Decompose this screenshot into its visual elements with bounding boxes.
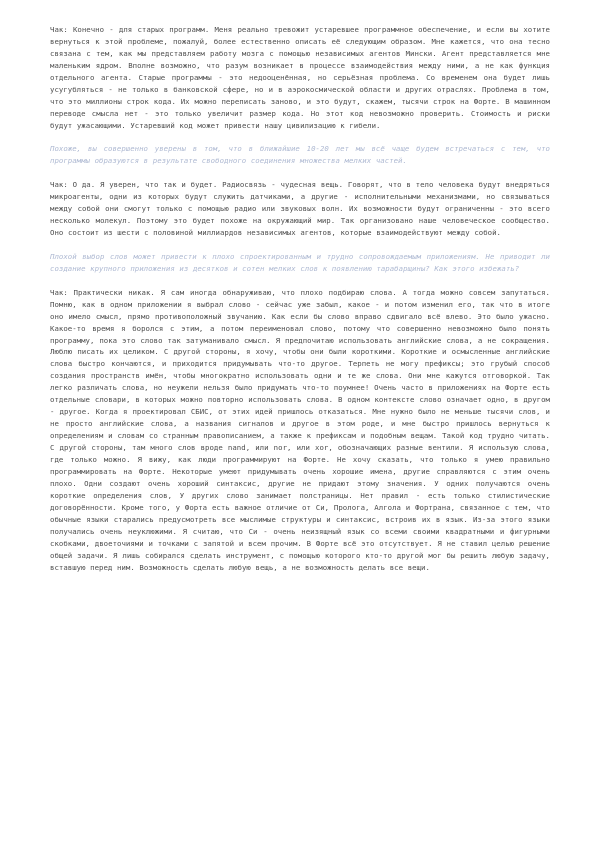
paragraph-answer-1: Чак: Конечно - для старых программ. Меня реально тревожит устаревшее программное обеспечение, и если вы хотите вернуться к этой проблеме, пожалуй, более естественно описать её следующим образом. Мне кажется, что она тесно связана с тем, как мы представляем работу мозга с помощью независимых агентов Мински. Агент представляется мне маленьким ядром. Вполне возможно, что разум возникает в процессе взаимодействия между ними, а не как функция отдельного агента. Старые программы - это недооценённая, но серьёзная проблема. Со временем она будет лишь усугубляться - не только в банковской сфере, но и в аэрокосмической области и других отраслях. Проблема в том, что это миллионы строк кода. Их можно переписать заново, и это будут, скажем, тысячи строк на Форте. В машинном переводе смысла нет - это только увеличит размер кода. Но этот код невозможно проверить. Стоимость и риски будут ужасающими. Устаревший код может привести нашу цивилизацию к гибели.	[50, 25, 550, 130]
paragraph-answer-2: Чак: О да. Я уверен, что так и будет. Радиосвязь - чудесная вещь. Говорят, что в тело человека будут внедряться микроагенты, одни из которых будут служить датчиками, а другие - исполнительными механизмами, но связываться между собой они смогут только с помощью радио или звуковых волн. Их возможности будут ограниченны - это всего несколько молекул. Поэтому это будет похоже на окружающий мир. Так организовано наше человеческое сообщество. Оно состоит из шести с половиной миллиардов независимых агентов, которые взаимодействуют между собой.	[50, 180, 550, 238]
paragraph-question-1: Похоже, вы совершенно уверены в том, что в ближайшие 10-20 лет мы всё чаще будем встречаться с тем, что программы образуются в результате свободного соединения множества мелких частей.	[50, 144, 550, 166]
paragraph-answer-3: Чак: Практически никак. Я сам иногда обнаруживаю, что плохо подбираю слова. А тогда можно совсем запутаться. Помню, как в одном приложении я выбрал слово - сейчас уже забыл, какое - и потом изменил его, так что в итоге оно имело смысл, прямо противоположный звучанию. Как если бы слово вправо сдвигало всё влево. Это было ужасно. Какое-то время я боролся с этим, а потом переименовал слово, потому что совершенно невозможно было понять программу, пока это слово так затуманивало смысл. Я предпочитаю использовать английские слова, а не сокращения. Люблю писать их целиком. С другой стороны, я хочу, чтобы они были короткими. Короткие и осмысленные английские слова быстро кончаются, и приходится придумывать что-то другое. Терпеть не могу префиксы; это грубый способ создания пространств имён, чтобы многократно использовать одни и те же слова. Они мне кажутся отговоркой. Так легко различать слова, но неужели нельзя было придумать что-то поумнее! Очень часто в приложениях на Форте есть отдельные словари, в которых можно повторно использовать слова. В одном контексте слово означает одно, в другом - другое. Когда я проектировал СБИС, от этих идей пришлось отказаться. Мне нужно было не меньше тысячи слов, и не просто английские слова, а названия сигналов и другое в этом роде, и мне быстро пришлось вернуться к определениям и словам со странным правописанием, а также к префиксам и подобным вещам. Такой код трудно читать. С другой стороны, там много слов вроде nand, или nor, или xor, обозначающих разные вентили. Я использую слова, где только можно. Я вижу, как люди программируют на Форте. Не хочу сказать, что только я умею правильно программировать на Форте. Некоторые умеют придумывать очень хорошие имена, другие справляются с этим очень плохо. Одни создают очень хороший синтаксис, другие не придают этому значения. У одних получаются очень короткие определения слов, У других слово занимает полстраницы. Нет правил - есть только стилистические договорённости. Кроме того, у Форта есть важное отличие от Си, Пролога, Алгола и Фортрана, связанное с тем, что обычные языки старались предусмотреть все мыслимые структуры и синтаксис, встроив их в язык. Из-за этого языки получались очень неуклюжими. Я считаю, что Си - очень неизящный язык со всеми своими квадратными и фигурными скобками, двоеточиями и точками с запятой и всем прочим. В Форте всё это отсутствует. Я не ставил целью решение общей задачи. Я лишь собирался сделать инструмент, с помощью которого кто-то другой мог бы решить любую задачу, вставшую перед ним. Возможность сделать любую вещь, а не возможность делать все вещи.	[50, 287, 550, 572]
paragraph-question-2: Плохой выбор слов может привести к плохо спроектированным и трудно сопровождаемым приложениям. Не приводит ли создание крупного приложения из десятков и сотен мелких слов к появлению тарабарщины? Как этого избежать?	[50, 251, 550, 273]
